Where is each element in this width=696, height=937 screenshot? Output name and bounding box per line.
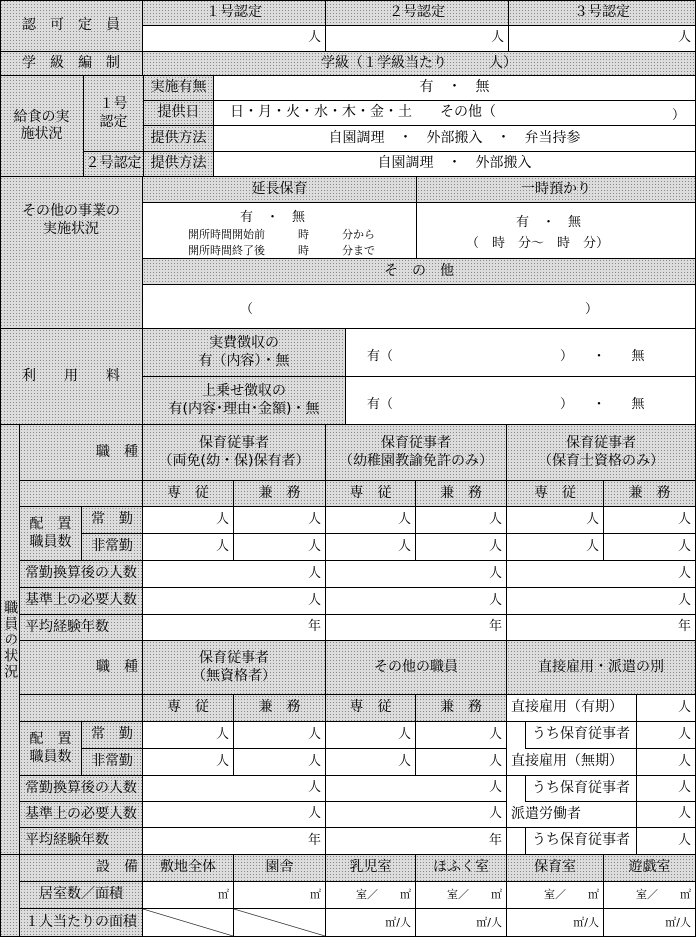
crawl-per-person[interactable]: ㎡/人 <box>416 909 507 937</box>
dual-converted[interactable]: 人 <box>143 561 326 588</box>
direct-fixed-nursery-label: うち保育従事者 <box>526 722 637 749</box>
infant-per-person[interactable]: ㎡/人 <box>326 909 416 937</box>
play-per-person[interactable]: ㎡/人 <box>604 909 696 937</box>
fulltime-label-2: 常 勤 <box>82 722 143 749</box>
dual-avg-years[interactable]: 年 <box>143 615 326 641</box>
meals-days-label: 提供日 <box>144 101 214 126</box>
other-exclusive-header: 専 従 <box>326 695 416 722</box>
converted-count-label-1: 常勤換算後の人数 <box>20 561 143 588</box>
nl-avg-years[interactable]: 年 <box>507 615 696 641</box>
other-concurrent-header: 兼 務 <box>416 695 507 722</box>
uq-concurrent-header: 兼 務 <box>234 695 326 722</box>
capacity-type1-field[interactable]: 人 <box>143 26 326 52</box>
actual-cost-no: ） ・ 無 <box>560 349 645 364</box>
meals-method1-label: 提供方法 <box>144 126 214 152</box>
uq-exclusive-header: 専 従 <box>143 695 234 722</box>
dual-required[interactable]: 人 <box>143 588 326 615</box>
kg-avg-years[interactable]: 年 <box>326 615 507 641</box>
required-count-label-1: 基準上の必要人数 <box>20 588 143 615</box>
employment-indent-1 <box>507 722 526 749</box>
other-exclusive-fulltime[interactable]: 人 <box>326 722 416 749</box>
building-per-person-na <box>234 909 326 937</box>
nl-concurrent-header: 兼 務 <box>604 481 696 507</box>
nursery-per-person[interactable]: ㎡/人 <box>507 909 604 937</box>
uq-exclusive-fulltime[interactable]: 人 <box>143 722 234 749</box>
staff-col-other: その他の職員 <box>326 641 507 695</box>
extended-care-open-time: 開所時間開始前 時 分から <box>188 228 375 241</box>
meals-type2-label: ２号認定 <box>84 152 144 177</box>
staff-section-label: 職員の状況 <box>0 425 20 855</box>
extra-fee-label: 上乗せ徴収の 有(内容･理由･金額)・無 <box>143 377 346 425</box>
infant-room-header: 乳児室 <box>326 855 416 882</box>
per-person-area-label: １人当たりの面積 <box>20 909 143 937</box>
other-converted[interactable]: 人 <box>326 776 507 802</box>
avg-years-label-1: 平均経験年数 <box>20 615 143 641</box>
dual-exclusive-header: 専 従 <box>143 481 234 507</box>
employment-indent-2 <box>507 776 526 802</box>
staff-col-unqualified: 保育従事者 （無資格者） <box>143 641 326 695</box>
parttime-label-2: 非常勤 <box>82 749 143 776</box>
direct-fixed-count[interactable]: 人 <box>637 695 696 722</box>
play-room-header: 遊戯室 <box>604 855 696 882</box>
nl-required[interactable]: 人 <box>507 588 696 615</box>
capacity-label: 認 可 定 員 <box>0 0 143 52</box>
avg-years-label-2: 平均経験年数 <box>20 828 143 855</box>
extended-care-yesno: 有 ・ 無 <box>240 210 306 225</box>
meals-type1-label: １号 認定 <box>84 76 144 152</box>
staff-col-nursery-license: 保育従事者 （保育士資格のみ） <box>507 425 696 481</box>
nursery-rooms-area[interactable]: 室／ ㎡ <box>507 882 604 909</box>
extended-care-close-time: 開所時間終了後 時 分まで <box>188 244 375 257</box>
other-field[interactable] <box>143 285 696 329</box>
meals-days-value[interactable]: 日・月・火・水・木・金・土 その他（ <box>214 101 696 126</box>
temporary-care-yesno: 有 ・ 無 <box>516 215 582 230</box>
equipment-label: 設 備 <box>20 855 143 882</box>
play-rooms-area[interactable]: 室／ ㎡ <box>604 882 696 909</box>
temporary-care-header: 一時預かり <box>417 177 696 203</box>
nl-exclusive-header: 専 従 <box>507 481 604 507</box>
staff-job-type-label-2: 職 種 <box>20 641 143 695</box>
employment-indent-3 <box>507 828 526 855</box>
direct-indef-label: 直接雇用（無期） <box>507 749 637 776</box>
assigned-staff-label-2: 配 置 職員数 <box>20 722 82 776</box>
staff-col-kindergarten-license: 保育従事者 （幼稚園教諭免許のみ） <box>326 425 507 481</box>
crawl-room-header: ほふく室 <box>416 855 507 882</box>
converted-count-label-2: 常勤換算後の人数 <box>20 776 143 802</box>
other-paren-open: （ <box>240 302 254 317</box>
capacity-type3-field[interactable]: 人 <box>509 26 696 52</box>
dual-exclusive-fulltime[interactable]: 人 <box>143 507 234 534</box>
kg-concurrent-parttime[interactable]: 人 <box>416 534 507 561</box>
other-services-label: その他の事業の 実施状況 <box>0 177 143 329</box>
nl-exclusive-parttime[interactable]: 人 <box>507 534 604 561</box>
facilities-section-label <box>0 855 20 937</box>
direct-fixed-nursery-count[interactable]: 人 <box>637 722 696 749</box>
direct-indef-nursery-count[interactable]: 人 <box>637 776 696 802</box>
direct-indef-count[interactable]: 人 <box>637 749 696 776</box>
uq-required[interactable]: 人 <box>143 802 326 828</box>
nl-converted[interactable]: 人 <box>507 561 696 588</box>
fees-label: 利 用 料 <box>0 329 143 425</box>
meals-days-close: ） <box>672 108 686 123</box>
kg-concurrent-header: 兼 務 <box>416 481 507 507</box>
uq-exclusive-parttime[interactable]: 人 <box>143 749 234 776</box>
other-concurrent-parttime[interactable]: 人 <box>416 749 507 776</box>
capacity-type2-field[interactable]: 人 <box>326 26 509 52</box>
meals-implementation-value[interactable]: 有 ・ 無 <box>214 76 696 101</box>
building-header: 園舎 <box>234 855 326 882</box>
fulltime-label-1: 常 勤 <box>82 507 143 534</box>
staff-subheader-blank-1 <box>20 481 143 507</box>
other-avg-years[interactable]: 年 <box>326 828 507 855</box>
nl-concurrent-parttime[interactable]: 人 <box>604 534 696 561</box>
other-header: そ の 他 <box>143 259 696 285</box>
staff-col-employment-type: 直接雇用・派遣の別 <box>507 641 696 695</box>
nl-concurrent-fulltime[interactable]: 人 <box>604 507 696 534</box>
dispatch-nursery-label: うち保育従事者 <box>526 828 637 855</box>
kg-required[interactable]: 人 <box>326 588 507 615</box>
parttime-label-1: 非常勤 <box>82 534 143 561</box>
extra-fee-no: ） ・ 無 <box>560 397 645 412</box>
capacity-type2-header: ２号認定 <box>326 0 509 26</box>
rooms-area-label: 居室数／面積 <box>20 882 143 909</box>
dispatch-count[interactable]: 人 <box>637 802 696 828</box>
capacity-type1-header: １号認定 <box>143 0 326 26</box>
other-paren-close: ） <box>585 302 599 317</box>
nursery-room-header: 保育室 <box>507 855 604 882</box>
dual-concurrent-header: 兼 務 <box>234 481 326 507</box>
site-per-person-na <box>143 909 234 937</box>
kg-concurrent-fulltime[interactable]: 人 <box>416 507 507 534</box>
extra-fee-yes: 有（ <box>367 397 394 412</box>
dispatch-label: 派遣労働者 <box>507 802 637 828</box>
assigned-staff-label-1: 配 置 職員数 <box>20 507 82 561</box>
uq-avg-years[interactable]: 年 <box>143 828 326 855</box>
kg-exclusive-header: 専 従 <box>326 481 416 507</box>
crawl-rooms-area[interactable]: 室／ ㎡ <box>416 882 507 909</box>
meals-implementation-label: 実施有無 <box>144 76 214 101</box>
extended-care-header: 延長保育 <box>143 177 417 203</box>
staff-job-type-label-1: 職 種 <box>20 425 143 481</box>
site-header: 敷地全体 <box>143 855 234 882</box>
kg-converted[interactable]: 人 <box>326 561 507 588</box>
dual-concurrent-parttime[interactable]: 人 <box>234 534 326 561</box>
other-exclusive-parttime[interactable]: 人 <box>326 749 416 776</box>
uq-concurrent-fulltime[interactable]: 人 <box>234 722 326 749</box>
direct-fixed-label: 直接雇用（有期） <box>507 695 637 722</box>
site-area[interactable]: ㎡ <box>143 882 234 909</box>
actual-cost-yes: 有（ <box>367 349 394 364</box>
staff-col-dual-license: 保育従事者 （両免(幼・保)保有者） <box>143 425 326 481</box>
capacity-type3-header: ３号認定 <box>509 0 696 26</box>
infant-rooms-area[interactable]: 室／ ㎡ <box>326 882 416 909</box>
classes-label: 学 級 編 制 <box>0 52 143 76</box>
classes-value[interactable]: 学級（１学級当たり 人） <box>143 52 696 76</box>
staff-subheader-blank-2 <box>20 695 143 722</box>
building-area[interactable]: ㎡ <box>234 882 326 909</box>
meals-method1-value[interactable]: 自園調理 ・ 外部搬入 ・ 弁当持参 <box>214 126 696 152</box>
dispatch-nursery-count[interactable]: 人 <box>637 828 696 855</box>
other-concurrent-fulltime[interactable]: 人 <box>416 722 507 749</box>
temporary-care-time: （ 時 分～ 時 分） <box>466 236 610 251</box>
kg-exclusive-parttime[interactable]: 人 <box>326 534 416 561</box>
uq-converted[interactable]: 人 <box>143 776 326 802</box>
uq-concurrent-parttime[interactable]: 人 <box>234 749 326 776</box>
meals-label: 給食の実 施状況 <box>0 76 84 177</box>
other-required[interactable]: 人 <box>326 802 507 828</box>
required-count-label-2: 基準上の必要人数 <box>20 802 143 828</box>
direct-indef-nursery-label: うち保育従事者 <box>526 776 637 802</box>
dual-exclusive-parttime[interactable]: 人 <box>143 534 234 561</box>
dual-concurrent-fulltime[interactable]: 人 <box>234 507 326 534</box>
nl-exclusive-fulltime[interactable]: 人 <box>507 507 604 534</box>
meals-method2-label: 提供方法 <box>144 152 214 177</box>
kg-exclusive-fulltime[interactable]: 人 <box>326 507 416 534</box>
meals-method2-value[interactable]: 自園調理 ・ 外部搬入 <box>214 152 696 177</box>
actual-cost-label: 実費徴収の 有（内容）・無 <box>143 329 346 377</box>
